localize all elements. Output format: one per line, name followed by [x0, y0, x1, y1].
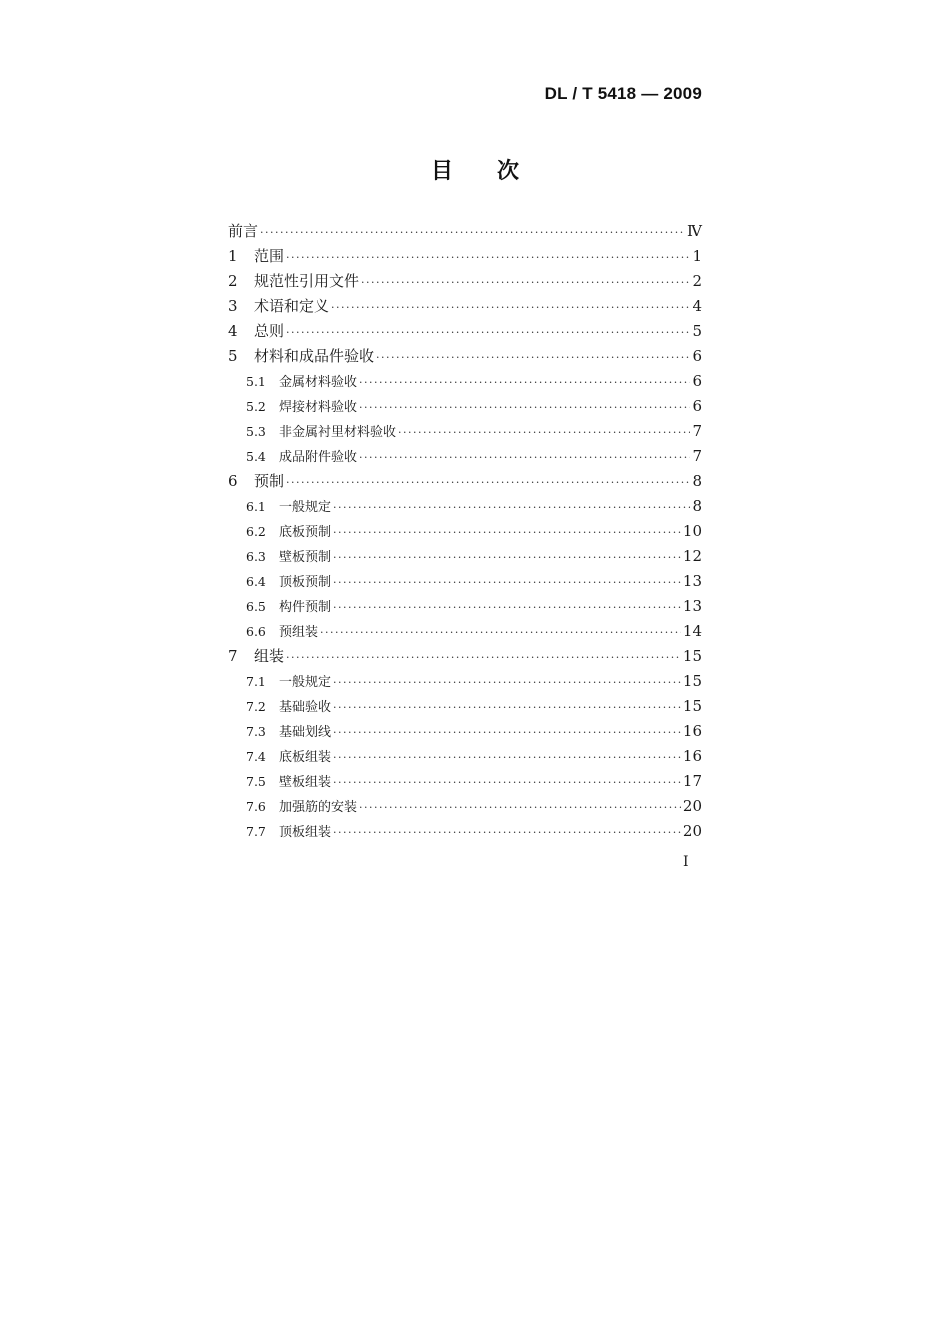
toc-entry-label: 术语和定义	[254, 297, 330, 315]
toc-entry-label: 底板组装	[279, 750, 332, 765]
toc-entry-number: 3	[228, 297, 238, 315]
toc-entry[interactable]	[228, 244, 702, 269]
toc-entry-page: 20	[682, 822, 702, 840]
toc-entry[interactable]	[228, 494, 702, 519]
toc-entry-label: 基础验收	[279, 700, 332, 715]
toc-entry[interactable]	[228, 294, 702, 319]
toc-entry[interactable]	[228, 719, 702, 744]
toc-entry[interactable]	[228, 394, 702, 419]
toc-entry[interactable]	[228, 569, 702, 594]
document-code: DL / T 5418 — 2009	[544, 84, 702, 103]
toc-entry-number: 2	[228, 272, 238, 290]
toc-entry-label: 范围	[254, 247, 285, 265]
toc-entry-number: 7.1	[246, 674, 266, 689]
toc-entry-page: 4	[692, 297, 702, 315]
toc-entry-number: 6.6	[246, 624, 266, 639]
toc-entry-number: 7.7	[246, 824, 266, 839]
dot-leader	[376, 345, 690, 370]
toc-entry[interactable]	[228, 769, 702, 794]
dot-leader	[286, 245, 690, 270]
toc-entry-label: 总则	[254, 322, 285, 340]
dot-leader	[333, 595, 681, 620]
toc-entry-label: 预组装	[279, 625, 319, 640]
toc-entry[interactable]	[228, 219, 702, 244]
toc-entry-page: 12	[682, 547, 702, 565]
toc-entry[interactable]	[228, 744, 702, 769]
dot-leader	[333, 545, 681, 570]
table-of-contents	[228, 219, 702, 844]
toc-entry-number: 5.2	[246, 399, 266, 414]
toc-entry-number: 6	[228, 472, 238, 490]
dot-leader	[333, 695, 681, 720]
toc-entry-label: 加强筋的安装	[279, 800, 358, 815]
toc-entry-label: 一般规定	[279, 500, 332, 515]
toc-entry[interactable]	[228, 819, 702, 844]
toc-entry-page: 7	[692, 422, 702, 440]
dot-leader	[333, 745, 681, 770]
toc-entry-label: 材料和成品件验收	[254, 347, 375, 365]
toc-entry-label: 底板预制	[279, 525, 332, 540]
toc-entry-number: 5.3	[246, 424, 266, 439]
toc-entry[interactable]	[228, 369, 702, 394]
toc-entry-number: 5.1	[246, 374, 266, 389]
toc-entry-page: 1	[692, 247, 702, 265]
dot-leader	[320, 620, 681, 645]
dot-leader	[333, 670, 681, 695]
toc-entry[interactable]	[228, 619, 702, 644]
toc-entry[interactable]	[228, 644, 702, 669]
toc-entry-label: 前言	[228, 222, 259, 240]
dot-leader	[286, 320, 690, 345]
toc-entry-label: 顶板组装	[279, 825, 332, 840]
toc-entry-label: 预制	[254, 472, 285, 490]
toc-entry-number: 1	[228, 247, 238, 265]
toc-entry-label: 金属材料验收	[279, 375, 358, 390]
toc-entry[interactable]	[228, 794, 702, 819]
dot-leader	[333, 720, 681, 745]
dot-leader	[333, 770, 681, 795]
toc-entry-page: 15	[682, 647, 702, 665]
toc-entry-number: 4	[228, 322, 238, 340]
dot-leader	[359, 395, 690, 420]
toc-entry-page: 15	[682, 672, 702, 690]
dot-leader	[359, 795, 681, 820]
toc-entry-number: 7.2	[246, 699, 266, 714]
toc-entry-number: 5.4	[246, 449, 266, 464]
toc-entry-page: 15	[682, 697, 702, 715]
dot-leader	[361, 270, 690, 295]
toc-entry[interactable]	[228, 319, 702, 344]
dot-leader	[398, 420, 690, 445]
toc-entry-label: 非金属衬里材料验收	[279, 425, 397, 440]
toc-entry-page: Ⅳ	[687, 222, 702, 240]
toc-entry-number: 6.2	[246, 524, 266, 539]
toc-entry-number: 6.1	[246, 499, 266, 514]
toc-entry[interactable]	[228, 519, 702, 544]
dot-leader	[333, 570, 681, 595]
toc-entry-label: 组装	[254, 647, 285, 665]
toc-entry-page: 6	[692, 347, 702, 365]
toc-entry[interactable]	[228, 344, 702, 369]
toc-entry-page: 6	[692, 397, 702, 415]
toc-entry[interactable]	[228, 694, 702, 719]
toc-entry-page: 14	[682, 622, 702, 640]
dot-leader	[333, 495, 690, 520]
toc-entry-number: 7.5	[246, 774, 266, 789]
dot-leader	[359, 445, 690, 470]
toc-entry[interactable]	[228, 669, 702, 694]
page-title: 目次	[430, 159, 563, 184]
toc-entry-page: 10	[682, 522, 702, 540]
toc-entry-page: 6	[692, 372, 702, 390]
toc-entry-number: 7.3	[246, 724, 266, 739]
toc-entry-label: 一般规定	[279, 675, 332, 690]
toc-entry-page: 7	[692, 447, 702, 465]
toc-entry[interactable]	[228, 594, 702, 619]
toc-entry-page: 8	[692, 472, 702, 490]
toc-entry-label: 规范性引用文件	[254, 272, 360, 290]
page-number: I	[683, 854, 689, 870]
toc-entry-label: 焊接材料验收	[279, 400, 358, 415]
dot-leader	[333, 520, 681, 545]
toc-entry-page: 2	[692, 272, 702, 290]
dot-leader	[286, 645, 681, 670]
toc-entry-page: 16	[682, 722, 702, 740]
toc-entry-number: 6.5	[246, 599, 266, 614]
toc-entry-number: 6.3	[246, 549, 266, 564]
dot-leader	[333, 820, 681, 845]
toc-entry-label: 成品附件验收	[279, 450, 358, 465]
toc-entry[interactable]	[228, 469, 702, 494]
toc-entry-label: 构件预制	[279, 600, 332, 615]
toc-entry[interactable]	[228, 269, 702, 294]
toc-entry-page: 17	[682, 772, 702, 790]
toc-entry-label: 顶板预制	[279, 575, 332, 590]
toc-entry-page: 13	[682, 572, 702, 590]
toc-entry-page: 20	[682, 797, 702, 815]
dot-leader	[286, 470, 690, 495]
toc-entry-page: 16	[682, 747, 702, 765]
dot-leader	[331, 295, 690, 320]
dot-leader	[260, 220, 685, 245]
toc-entry-page: 5	[692, 322, 702, 340]
toc-entry-number: 7.6	[246, 799, 266, 814]
toc-entry-label: 壁板组装	[279, 775, 332, 790]
toc-entry-page: 8	[692, 497, 702, 515]
toc-entry-label: 基础划线	[279, 725, 332, 740]
toc-entry-page: 13	[682, 597, 702, 615]
toc-entry-number: 7	[228, 647, 238, 665]
dot-leader	[359, 370, 690, 395]
toc-entry-label: 壁板预制	[279, 550, 332, 565]
toc-entry[interactable]	[228, 419, 702, 444]
toc-entry[interactable]	[228, 544, 702, 569]
toc-entry-number: 6.4	[246, 574, 266, 589]
toc-entry[interactable]	[228, 444, 702, 469]
toc-entry-number: 7.4	[246, 749, 266, 764]
toc-entry-number: 5	[228, 347, 238, 365]
